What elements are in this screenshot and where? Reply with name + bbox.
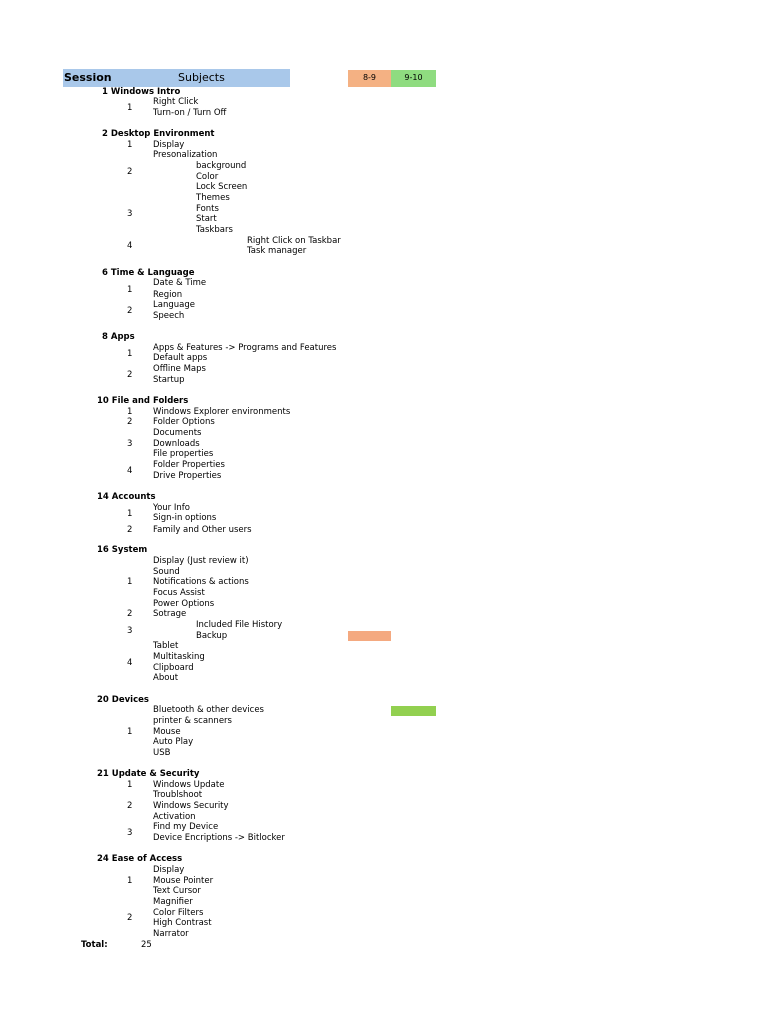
subject-item: Right Click — [153, 97, 199, 107]
subject-item: Backup — [196, 631, 228, 641]
subsession-number: 4 — [127, 658, 133, 668]
section-title: 10 File and Folders — [97, 396, 189, 406]
subject-item: Mouse Pointer — [153, 876, 214, 886]
subject-item: Default apps — [153, 353, 208, 363]
section-title: 6 Time & Language — [102, 268, 195, 278]
subject-item: Right Click on Taskbar — [247, 236, 341, 246]
subject-item: background — [196, 161, 247, 171]
subject-item: Color — [196, 172, 219, 182]
subsession-number: 4 — [127, 241, 133, 251]
subject-item: Sign-in options — [153, 513, 217, 523]
subject-item: Taskbars — [196, 225, 233, 235]
subject-item: Focus Assist — [153, 588, 205, 598]
subsession-number: 2 — [127, 417, 133, 427]
subject-item: Tablet — [153, 641, 179, 651]
subject-item: Narrator — [153, 929, 189, 939]
subject-item: Turn-on / Turn Off — [153, 108, 227, 118]
subsession-number: 1 — [127, 509, 133, 519]
schedule-marker-8-9 — [348, 631, 391, 641]
subject-item: Start — [196, 214, 217, 224]
subject-item: Themes — [196, 193, 230, 203]
subsession-number: 2 — [127, 609, 133, 619]
subject-item: Windows Security — [153, 801, 229, 811]
subject-item: Included File History — [196, 620, 283, 630]
subject-item: Notifications & actions — [153, 577, 249, 587]
subject-item: Clipboard — [153, 663, 194, 673]
subject-item: Date & Time — [153, 278, 207, 288]
subsession-number: 1 — [127, 577, 133, 587]
subject-item: Windows Explorer environments — [153, 407, 291, 417]
subject-item: Downloads — [153, 439, 200, 449]
subsession-number: 1 — [127, 285, 133, 295]
time-slot-9-10: 9-10 — [391, 70, 436, 87]
subject-item: Troublshoot — [153, 790, 203, 800]
subject-item: Sotrage — [153, 609, 187, 619]
section-title: 21 Update & Security — [97, 769, 200, 779]
subsession-number: 2 — [127, 167, 133, 177]
subsession-number: 3 — [127, 439, 133, 449]
subject-item: printer & scanners — [153, 716, 232, 726]
time-slot-8-9: 8-9 — [348, 70, 391, 87]
subject-item: Fonts — [196, 204, 219, 214]
subject-item: Speech — [153, 311, 185, 321]
subject-item: Power Options — [153, 599, 215, 609]
subject-item: Multitasking — [153, 652, 205, 662]
subsession-number: 1 — [127, 407, 133, 417]
section-title: 14 Accounts — [97, 492, 156, 502]
subject-item: About — [153, 673, 179, 683]
subject-item: Magnifier — [153, 897, 193, 907]
subject-item: Family and Other users — [153, 525, 252, 535]
subsession-number: 1 — [127, 727, 133, 737]
subject-item: File properties — [153, 449, 214, 459]
subject-item: Auto Play — [153, 737, 194, 747]
subsession-number: 2 — [127, 306, 133, 316]
subject-item: Drive Properties — [153, 471, 222, 481]
subsession-number: 2 — [127, 801, 133, 811]
subject-item: Color Filters — [153, 908, 204, 918]
subject-item: Display — [153, 140, 185, 150]
subject-item: Activation — [153, 812, 196, 822]
total-value: 25 — [141, 940, 152, 950]
section-title: 2 Desktop Environment — [102, 129, 215, 139]
schedule-marker-9-10 — [391, 706, 436, 716]
subject-item: USB — [153, 748, 171, 758]
subsession-number: 1 — [127, 140, 133, 150]
subsession-number: 3 — [127, 209, 133, 219]
subsession-number: 2 — [127, 913, 133, 923]
subject-item: Offline Maps — [153, 364, 206, 374]
subject-item: Your Info — [153, 503, 190, 513]
subject-item: Sound — [153, 567, 180, 577]
subject-item: Folder Options — [153, 417, 215, 427]
subjects-header: Subjects — [178, 71, 225, 84]
subject-item: Documents — [153, 428, 202, 438]
subsession-number: 1 — [127, 349, 133, 359]
subsession-number: 1 — [127, 780, 133, 790]
section-title: 1 Windows Intro — [102, 87, 181, 97]
subject-item: Region — [153, 290, 183, 300]
section-title: 16 System — [97, 545, 148, 555]
subject-item: Apps & Features -> Programs and Features — [153, 343, 337, 353]
subject-item: Device Encriptions -> Bitlocker — [153, 833, 285, 843]
subject-item: Windows Update — [153, 780, 225, 790]
subject-item: Folder Properties — [153, 460, 225, 470]
subject-item: Language — [153, 300, 195, 310]
section-title: 8 Apps — [102, 332, 135, 342]
subject-item: Lock Screen — [196, 182, 248, 192]
subject-item: Task manager — [247, 246, 307, 256]
subject-item: Presonalization — [153, 150, 218, 160]
subject-item: Find my Device — [153, 822, 219, 832]
subject-item: Text Cursor — [153, 886, 201, 896]
subject-item: Display — [153, 865, 185, 875]
section-title: 20 Devices — [97, 695, 149, 705]
subsession-number: 2 — [127, 525, 133, 535]
subsession-number: 2 — [127, 370, 133, 380]
subject-item: Bluetooth & other devices — [153, 705, 264, 715]
session-header: Session — [64, 71, 112, 84]
subject-item: Startup — [153, 375, 185, 385]
subject-item: Mouse — [153, 727, 181, 737]
total-label: Total: — [81, 940, 108, 950]
section-title: 24 Ease of Access — [97, 854, 183, 864]
subsession-number: 1 — [127, 876, 133, 886]
subsession-number: 3 — [127, 626, 133, 636]
subject-item: Display (Just review it) — [153, 556, 249, 566]
subject-item: High Contrast — [153, 918, 212, 928]
subsession-number: 4 — [127, 466, 133, 476]
subsession-number: 1 — [127, 103, 133, 113]
subsession-number: 3 — [127, 828, 133, 838]
